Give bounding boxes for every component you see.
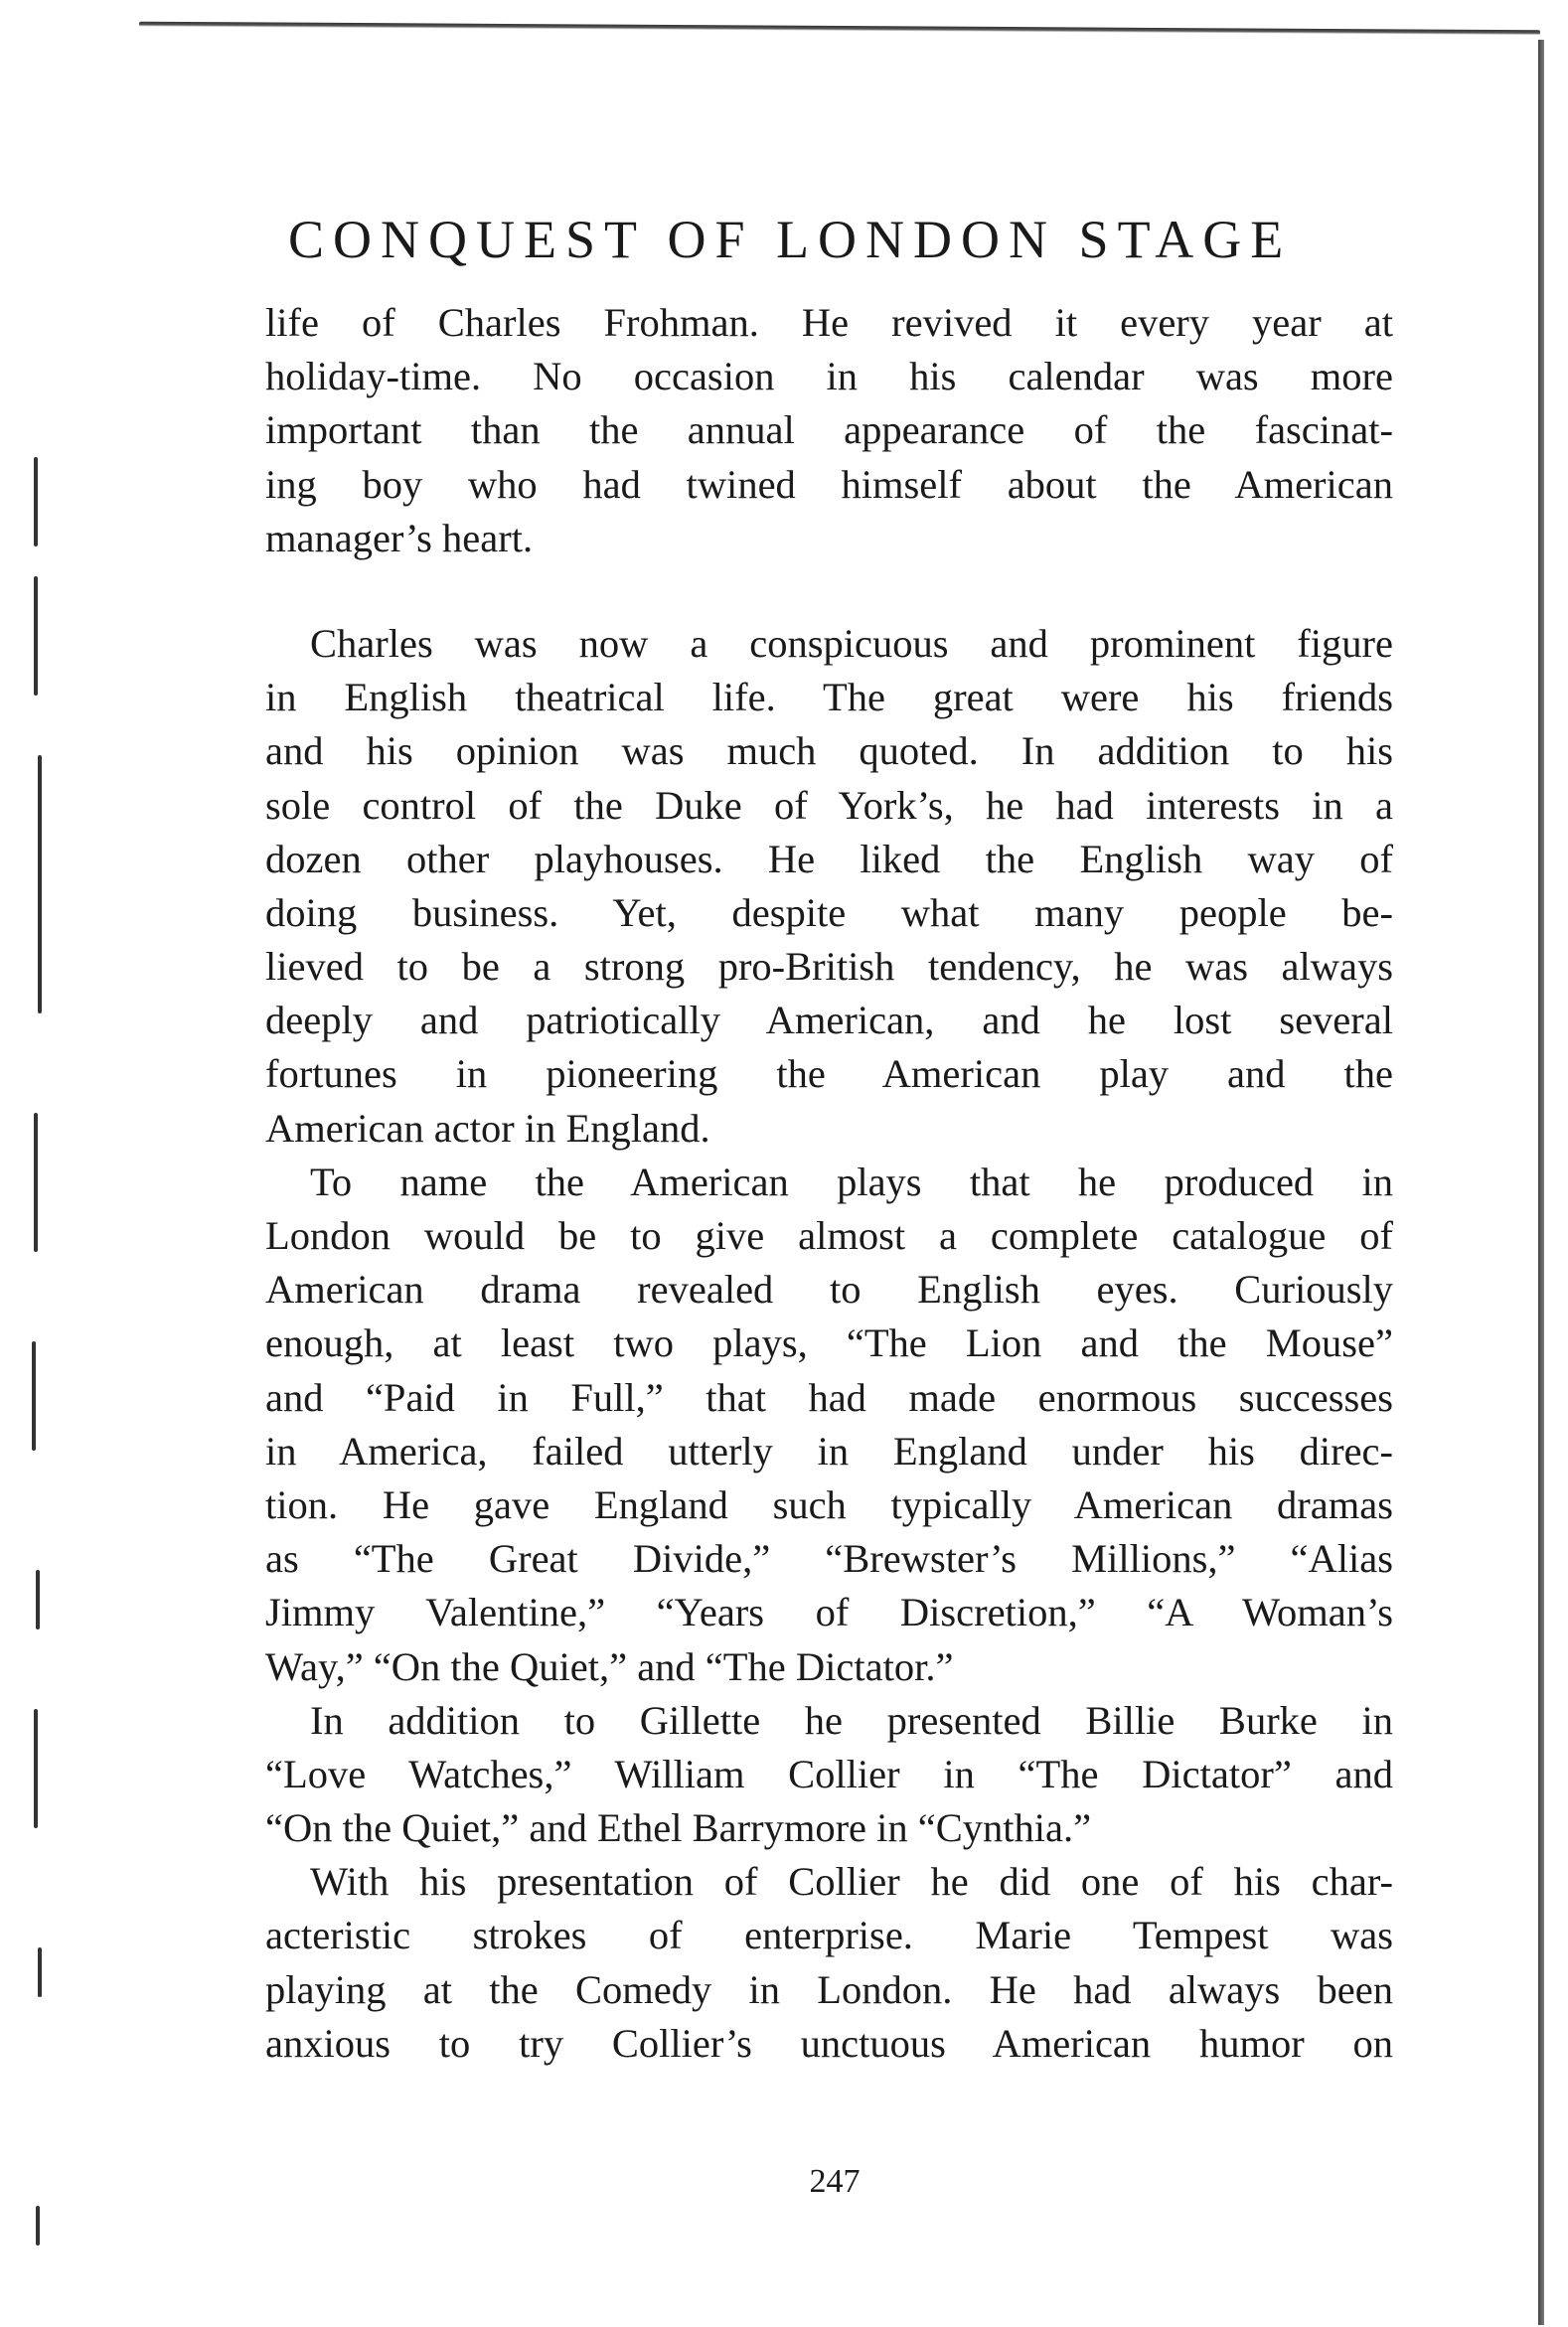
paragraph <box>265 1156 1393 1694</box>
paragraph-gap <box>265 565 1393 617</box>
text-line: anxious to try Collier’s unctuous American humor on <box>265 2020 1393 2066</box>
paragraph <box>265 1855 1393 2071</box>
text-line: dozen other playhouses. He liked the English way of <box>265 836 1393 881</box>
body-text <box>265 296 1393 2071</box>
text-line: sole control of the Duke of York’s, he had interests in a <box>265 782 1393 828</box>
paragraph <box>265 1694 1393 1856</box>
scan-right-edge <box>1538 40 1544 2325</box>
page-number: 247 <box>809 2163 861 2200</box>
text-line: American drama revealed to English eyes. Curiously <box>265 1267 1393 1313</box>
paragraph <box>265 617 1393 1156</box>
text-line: in English theatrical life. The great were his friends <box>265 675 1393 720</box>
text-line: Charles was now a conspicuous and prominent figure <box>310 620 1393 666</box>
text-line: in America, failed utterly in England under his direc- <box>265 1428 1393 1474</box>
text-line: and his opinion was much quoted. In addition to his <box>265 728 1393 774</box>
text-line: important than the annual appearance of the fascinat- <box>265 407 1393 453</box>
text-line: enough, at least two plays, “The Lion and the Mouse” <box>265 1320 1393 1366</box>
text-line: “On the Quiet,” and Ethel Barrymore in “Cynthia.” <box>265 1805 1092 1851</box>
text-line: deeply and patriotically American, and he lost several <box>265 998 1393 1043</box>
text-line: “Love Watches,” William Collier in “The Dictator” and <box>265 1751 1393 1796</box>
scan-left-margin-marks <box>28 79 68 2325</box>
text-line: Jimmy Valentine,” “Years of Discretion,” “A Woman’s <box>265 1590 1393 1635</box>
text-line: With his presentation of Collier he did one of his char- <box>310 1859 1393 1905</box>
text-line: acteristic strokes of enterprise. Marie Tempest was <box>265 1913 1393 1958</box>
text-line: Way,” “On the Quiet,” and “The Dictator.” <box>265 1643 954 1689</box>
paragraph <box>265 296 1393 565</box>
text-line: playing at the Comedy in London. He had always been <box>265 1966 1393 2012</box>
text-line: life of Charles Frohman. He revived it every year at <box>265 300 1393 345</box>
text-line: ing boy who had twined himself about the American <box>265 461 1393 507</box>
text-line: holiday-time. No occasion in his calendar was more <box>265 354 1393 399</box>
text-line: fortunes in pioneering the American play and the <box>265 1051 1393 1097</box>
text-line: as “The Great Divide,” “Brewster’s Millions,” “Alias <box>265 1536 1393 1582</box>
scan-top-edge <box>139 22 1540 36</box>
running-head: CONQUEST OF LONDON STAGE <box>288 210 1293 269</box>
text-line: and “Paid in Full,” that had made enormous successes <box>265 1374 1393 1420</box>
text-line: London would be to give almost a complete catalogue of <box>265 1213 1393 1258</box>
text-line: manager’s heart. <box>265 515 534 560</box>
text-line: To name the American plays that he produced in <box>310 1159 1393 1204</box>
text-line: doing business. Yet, despite what many people be- <box>265 889 1393 935</box>
text-line: tion. He gave England such typically American dramas <box>265 1481 1393 1527</box>
text-line: In addition to Gillette he presented Billie Burke in <box>310 1697 1393 1743</box>
text-line: lieved to be a strong pro-British tendency, he was always <box>265 944 1393 990</box>
text-line: American actor in England. <box>265 1105 710 1151</box>
